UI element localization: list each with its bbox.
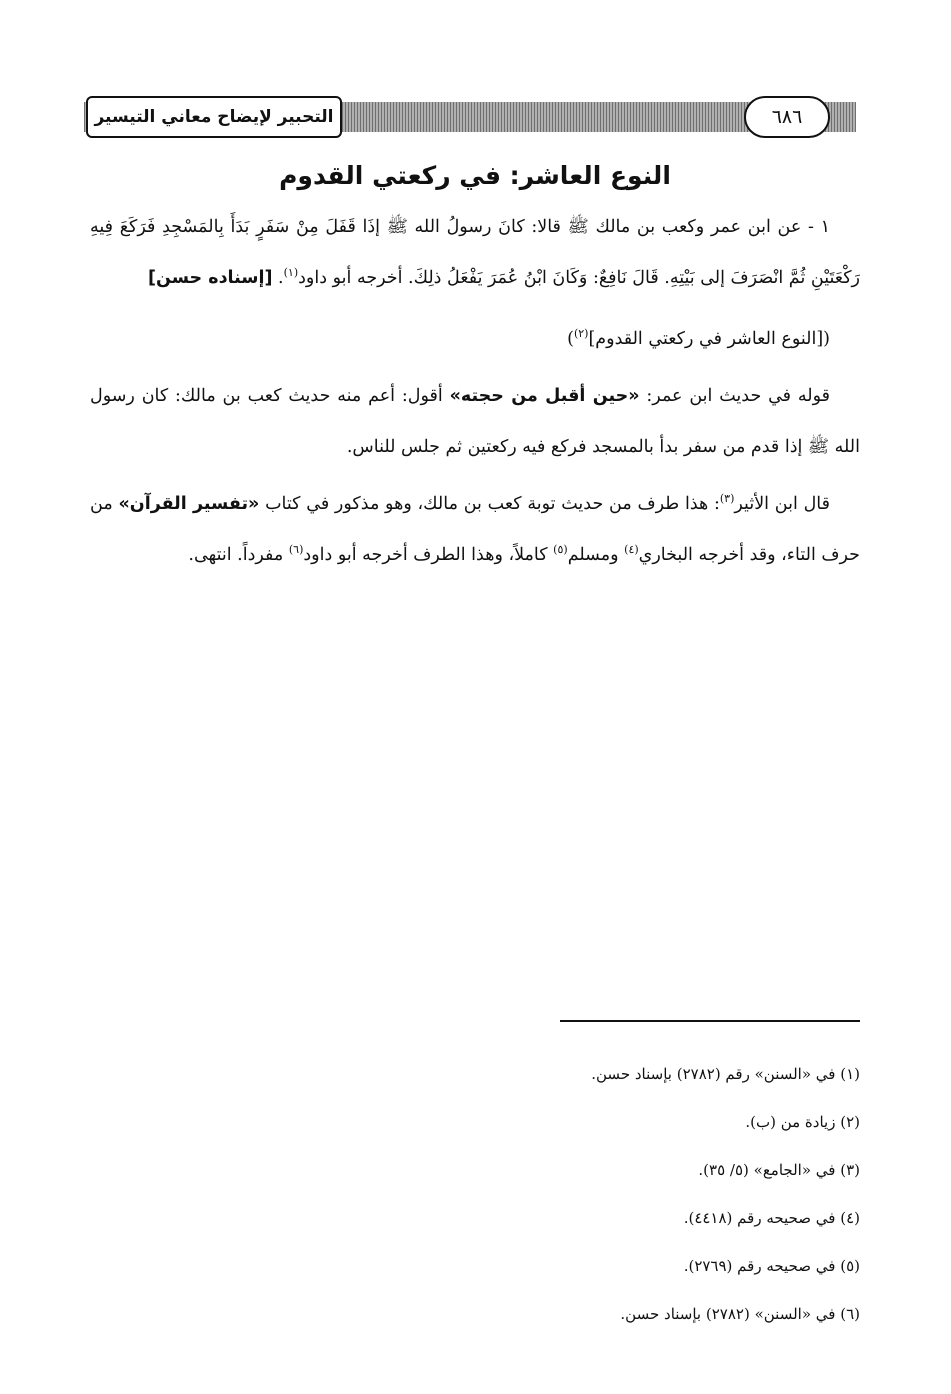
footnote-ref-4: (٤)	[624, 543, 639, 557]
para2-c: من حرف التاء، وقد أخرجه البخاري	[90, 494, 860, 565]
footnote-1: (١) في «السنن» رقم (٢٧٨٢) بإسناد حسن.	[591, 1065, 860, 1083]
footnote-5: (٥) في صحيحه رقم (٢٧٦٩).	[683, 1257, 860, 1275]
hadith-text: ١ - عن ابن عمر وكعب بن مالك ﷺ قالا: كانَ رسولُ الله ﷺ إذَا قَفَلَ مِنْ سَفَرٍ بَدَأَ بِالمَسْجِدِ فَرَكَعَ فِيهِ رَكْعَتَيْنِ ثُمَّ انْصَرَفَ إلى بَيْتِهِ. قَالَ نَافِعٌ: وَكَانَ ابْنُ عُمَرَ يَفْعَلُ ذلِكَ. أخرجه أبو داود	[90, 217, 860, 288]
page-number-badge	[744, 96, 830, 138]
footnote-separator	[560, 1020, 860, 1022]
footnote-ref-5: (٥)	[553, 543, 568, 557]
para2-e: كاملاً، وهذا الطرف أخرجه أبو داود	[303, 545, 554, 565]
footnote-ref-3: (٣)	[719, 492, 735, 506]
para1-quote: «حين أقبل من حجته»	[449, 386, 640, 406]
main-text	[90, 202, 860, 587]
running-header-title	[86, 96, 342, 138]
hadith-grade: [إسناده حسن]	[147, 268, 273, 288]
hadith-text-end: .	[272, 268, 284, 288]
commentary-paragraph-2	[90, 479, 860, 581]
commentary-paragraph-1	[90, 371, 860, 473]
sharh-heading-close: )	[567, 329, 574, 349]
sharh-heading	[90, 314, 860, 365]
footnote-3: (٣) في «الجامع» (٥/ ٣٥).	[698, 1161, 860, 1179]
hadith-paragraph	[90, 202, 860, 304]
para1-rest: أقول: أعم منه حديث كعب بن مالك: كان رسول الله ﷺ إذا قدم من سفر بدأ بالمسجد فركع فيه ركعتين ثم جلس للناس.	[90, 386, 860, 457]
para1-intro: قوله في حديث ابن عمر:	[639, 386, 830, 406]
footnote-6: (٦) في «السنن» (٢٧٨٢) بإسناد حسن.	[620, 1305, 860, 1323]
footnote-2: (٢) زيادة من (ب).	[745, 1113, 860, 1131]
para2-b: : هذا طرف من حديث توبة كعب بن مالك، وهو مذكور في كتاب	[259, 494, 720, 514]
footnote-ref-1: (١)	[283, 266, 299, 280]
book-title: التحبير لإيضاح معاني التيسير	[94, 107, 334, 127]
footnote-ref-2: (٢)	[573, 327, 589, 341]
footnote-ref-6: (٦)	[288, 543, 304, 557]
sharh-heading-text: ([النوع العاشر في ركعتي القدوم]	[588, 329, 830, 349]
para2-a: قال ابن الأثير	[734, 494, 830, 514]
section-title: النوع العاشر: في ركعتي القدوم	[279, 161, 671, 190]
footnotes	[440, 1050, 860, 1338]
para2-f: مفرداً. انتهى.	[188, 545, 289, 565]
page-number: ٦٨٦	[771, 106, 803, 128]
para2-d: ومسلم	[567, 545, 625, 565]
footnote-4: (٤) في صحيحه رقم (٤٤١٨).	[683, 1209, 860, 1227]
para2-book-title: «تفسير القرآن»	[118, 494, 260, 514]
